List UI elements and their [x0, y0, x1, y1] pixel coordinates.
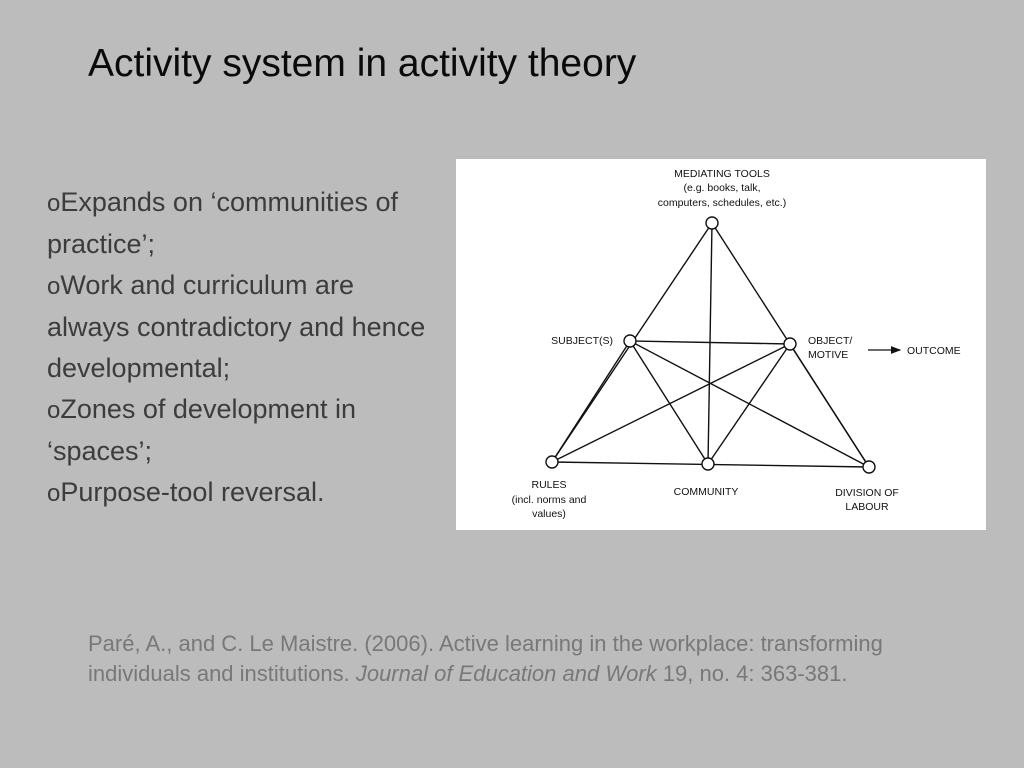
- node-tools: [706, 217, 718, 229]
- activity-system-diagram: [456, 159, 986, 530]
- label-community: COMMUNITY: [673, 486, 739, 498]
- bullet-item: [47, 182, 442, 265]
- reference-authors: Paré, A., and C. Le Maistre. (2006). Active learning in the workplace: transforming individuals and institutions.: [88, 631, 883, 686]
- edge-subject-community: [630, 341, 708, 464]
- reference-journal: Journal of Education and Work: [355, 661, 657, 686]
- node-rules: [546, 456, 558, 468]
- label-outcome: OUTCOME: [907, 345, 961, 357]
- label-tools-example: (e.g. books, talk,: [683, 182, 761, 194]
- label-division: DIVISION OF: [835, 487, 899, 499]
- label-rules: RULES: [531, 479, 567, 491]
- bullet-text: Expands on ‘communities of practice’;: [47, 187, 399, 259]
- node-community: [702, 458, 714, 470]
- bullet-item: [47, 389, 442, 472]
- label-object: MOTIVE: [808, 349, 849, 361]
- reference-volume: 19, no. 4: 363-381.: [656, 661, 848, 686]
- bullet-marker: o: [47, 397, 61, 424]
- node-division: [863, 461, 875, 473]
- bullet-item: [47, 265, 442, 389]
- reference-citation: [88, 629, 968, 689]
- edge-object-division: [790, 344, 869, 467]
- edge-object-community: [708, 344, 790, 464]
- bullet-text: Zones of development in ‘spaces’;: [47, 394, 357, 466]
- node-object: [784, 338, 796, 350]
- edge-tools-community: [708, 223, 712, 464]
- activity-triangle-svg: [456, 159, 986, 530]
- label-tools: MEDIATING TOOLS: [674, 168, 770, 180]
- label-subject: SUBJECT(S): [551, 335, 613, 347]
- label-rules-detail: (incl. norms and: [511, 494, 587, 506]
- bullet-text: Work and curriculum are always contradictory and hence developmental;: [47, 270, 426, 383]
- slide-title: Activity system in activity theory: [88, 42, 637, 85]
- edge-subject-rules: [552, 341, 630, 462]
- label-division: LABOUR: [845, 501, 889, 513]
- label-tools-example: computers, schedules, etc.): [657, 197, 787, 209]
- bullet-marker: o: [47, 480, 61, 507]
- bullet-marker: o: [47, 273, 61, 300]
- node-subject: [624, 335, 636, 347]
- bullet-list: [47, 182, 442, 514]
- edge-object-rules: [552, 344, 790, 462]
- bullet-item: [47, 472, 442, 514]
- label-object: OBJECT/: [808, 335, 853, 347]
- label-rules-detail: values): [532, 508, 566, 520]
- bullet-text: Purpose-tool reversal.: [60, 477, 325, 507]
- bullet-marker: o: [47, 190, 61, 217]
